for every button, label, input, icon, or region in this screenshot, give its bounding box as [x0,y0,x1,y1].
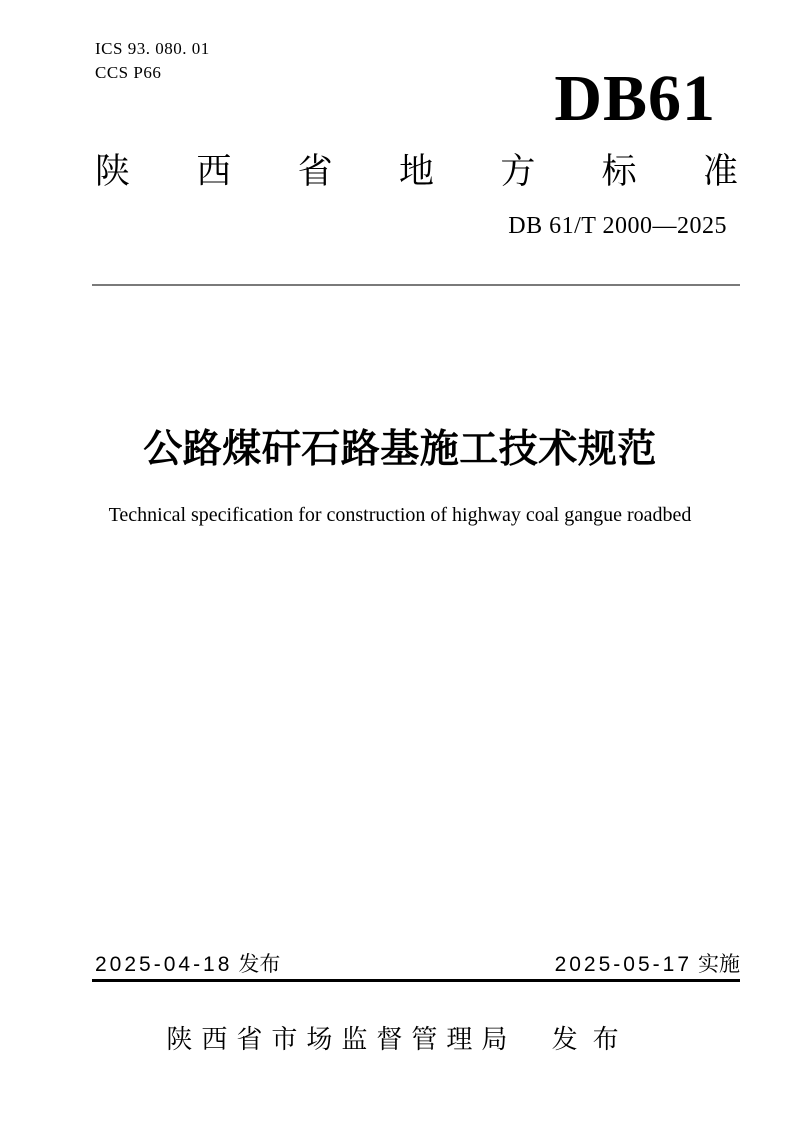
standard-type-heading [95,154,738,189]
standard-type-char: 地 [398,152,434,191]
ics-code: ICS 93. 080. 01 [95,39,210,58]
standard-type-char: 准 [702,152,738,191]
standard-type-char: 标 [601,152,637,191]
implementation-date-label: 实施 [698,953,740,976]
standard-type-char: 方 [500,152,536,191]
db61-logo: DB61 [554,62,716,135]
publisher-name: 陕西省市场监督管理局 [166,1024,517,1054]
publisher-row [0,1026,800,1052]
issue-date [95,954,280,975]
implementation-date-value: 2025-05-17 [554,953,692,976]
header-divider-line [92,284,740,286]
dates-row [95,954,740,975]
title-chinese: 公路煤矸石路基施工技术规范 [143,428,657,471]
standard-number: DB 61/T 2000—2025 [508,213,727,239]
implementation-date [555,954,740,975]
footer-divider-line [92,979,740,982]
standard-type-char: 陕 [95,152,131,191]
standard-type-char: 西 [196,152,232,191]
issue-date-value: 2025-04-18 [95,953,233,976]
title-english: Technical specification for construction of highway coal gangue roadbed [108,504,692,526]
standard-type-char: 省 [297,152,333,191]
ccs-code: CCS P66 [95,63,162,82]
issue-date-label: 发布 [238,953,281,976]
publish-action-label: 发布 [551,1024,634,1054]
